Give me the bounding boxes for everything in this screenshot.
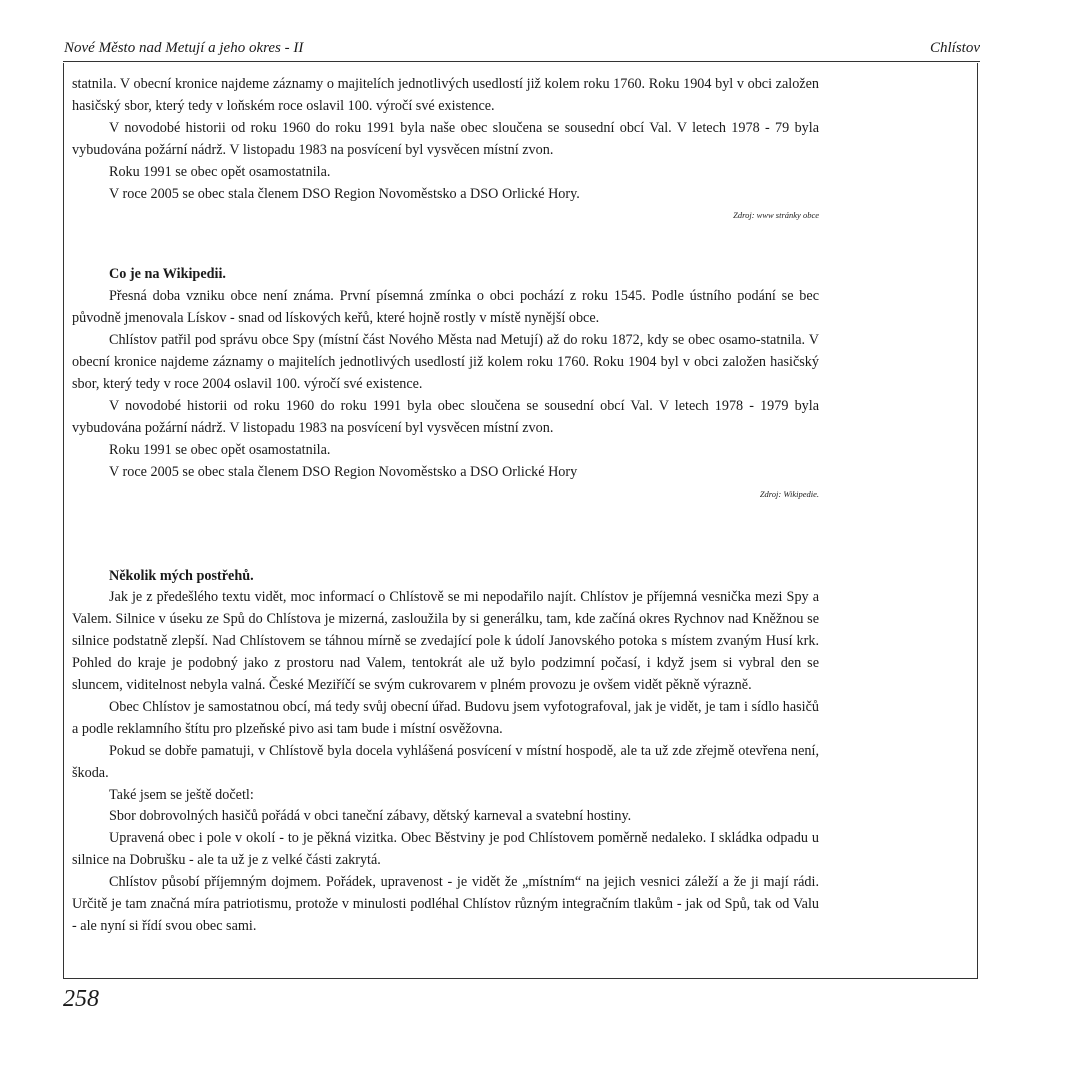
paragraph: Pokud se dobře pamatuji, v Chlístově byla docela vyhlášená posvícení v místní hospodě, ale ta už zde zřejmě otevřena není, škoda. bbox=[72, 742, 819, 781]
paragraph: V roce 2005 se obec stala členem DSO Region Novoměstsko a DSO Orlické Hory bbox=[109, 463, 578, 480]
paragraph: Jak je z předešlého textu vidět, moc informací o Chlístově se mi nepodařilo najít. Chlístov je příjemná vesnička mezi Spy a Valem. Silnice v úseku ze Spů do Chlístova je mizerná, zasloužila by si generálku, tam, kde začíná okres Rychnov nad Kněžnou se silnice podstatně zlepší. Nad Chlístovem se táhnou mírně se zvedající pole k údolí Janovského potoka s místem zvaným Husí krk. Pohled do kraje je podobný jako z prostoru nad Valem, tentokrát ale už bylo podzimní počasí, i když jsem si vybral den se sluncem, viditelnost nebyla valná. České Meziříčí se svým cukrovarem v plném provozu je ovšem vidět pěkně výrazně. bbox=[72, 589, 819, 694]
paragraph: V roce 2005 se obec stala členem DSO Region Novoměstsko a DSO Orlické Hory. bbox=[109, 185, 580, 202]
paragraph: Roku 1991 se obec opět osamostatnila. bbox=[109, 163, 331, 180]
paragraph: Také jsem se ještě dočetl: bbox=[109, 786, 254, 803]
paragraph: V novodobé historii od roku 1960 do roku 1991 byla naše obec sloučena se sousední obcí Val. V letech 1978 - 79 byla vybudována požární nádrž. V listopadu 1983 na posvícení byl vysvěcen místní zvon. bbox=[72, 119, 819, 158]
section-spacer bbox=[72, 221, 819, 264]
page-number: 258 bbox=[63, 986, 99, 1012]
paragraph: Roku 1991 se obec opět osamostatnila. bbox=[109, 441, 331, 458]
paragraph: Chlístov patřil pod správu obce Spy (místní část Nového Města nad Metují) až do roku 1872, kdy se obec osamo-statnila. V obecní kronice najdeme záznamy o majitelích jednotlivých usedlostí již kolem roku 1760. Roku 1904 byl v obci založen hasičský sbor, který tedy v roce 2004 oslavil 100. výročí své existence. bbox=[72, 332, 819, 392]
paragraph: Upravená obec i pole v okolí - to je pěkná vizitka. Obec Běstviny je pod Chlístovem poměrně nedaleko. I skládka odpadu u silnice na Dobrušku - ale ta už je z velké části zakrytá. bbox=[72, 830, 819, 869]
section-spacer bbox=[72, 500, 819, 566]
section-heading: Několik mých postřehů. bbox=[109, 567, 254, 584]
paragraph: V novodobé historii od roku 1960 do roku 1991 byla obec sloučena se sousední obcí Val. V letech 1978 - 1979 byla vybudována požární nádrž. V listopadu 1983 na posvícení byl vysvěcen místní zvon. bbox=[72, 397, 819, 436]
running-header-chapter: Chlístov bbox=[929, 40, 980, 56]
header-rule bbox=[63, 61, 980, 62]
page-content bbox=[72, 74, 819, 938]
paragraph: Obec Chlístov je samostatnou obcí, má tedy svůj obecní úřad. Budovu jsem vyfotografoval, jak je vidět, je tam i sídlo hasičů a podle reklamního štítu pro plzeňské pivo asi tam bude i místní osvěžovna. bbox=[72, 698, 819, 737]
source-note: Zdroj: www stránky obce bbox=[733, 210, 819, 221]
paragraph: statnila. V obecní kronice najdeme záznamy o majitelích jednotlivých usedlostí již kolem roku 1760. Roku 1904 byl v obci založen hasičský sbor, který tedy v loňském roce oslavil 100. výročí své existence. bbox=[72, 76, 819, 114]
paragraph: Přesná doba vzniku obce není známa. První písemná zmínka o obci pochází z roku 1545. Podle ústního podání se bec původně jmenovala Lískov - snad od lískových keřů, které hojně rostly v místě nynější obce. bbox=[72, 288, 819, 327]
running-header-title: Nové Město nad Metují a jeho okres - II bbox=[64, 40, 304, 56]
paragraph: Chlístov působí příjemným dojmem. Pořádek, upravenost - je vidět že „místním“ na jejich vesnici záleží a že ji mají rádi. Určitě je tam značná míra patriotismu, protože v minulosti podléhal Chlístov různým integračním tlakům - jak od Spů, tak od Valu - ale nyní si řídí svou obec sami. bbox=[72, 874, 819, 934]
paragraph: Sbor dobrovolných hasičů pořádá v obci taneční zábavy, dětský karneval a svatební hostiny. bbox=[109, 808, 632, 825]
section-heading: Co je na Wikipedii. bbox=[109, 266, 226, 283]
source-note: Zdroj: Wikipedie. bbox=[759, 488, 819, 499]
